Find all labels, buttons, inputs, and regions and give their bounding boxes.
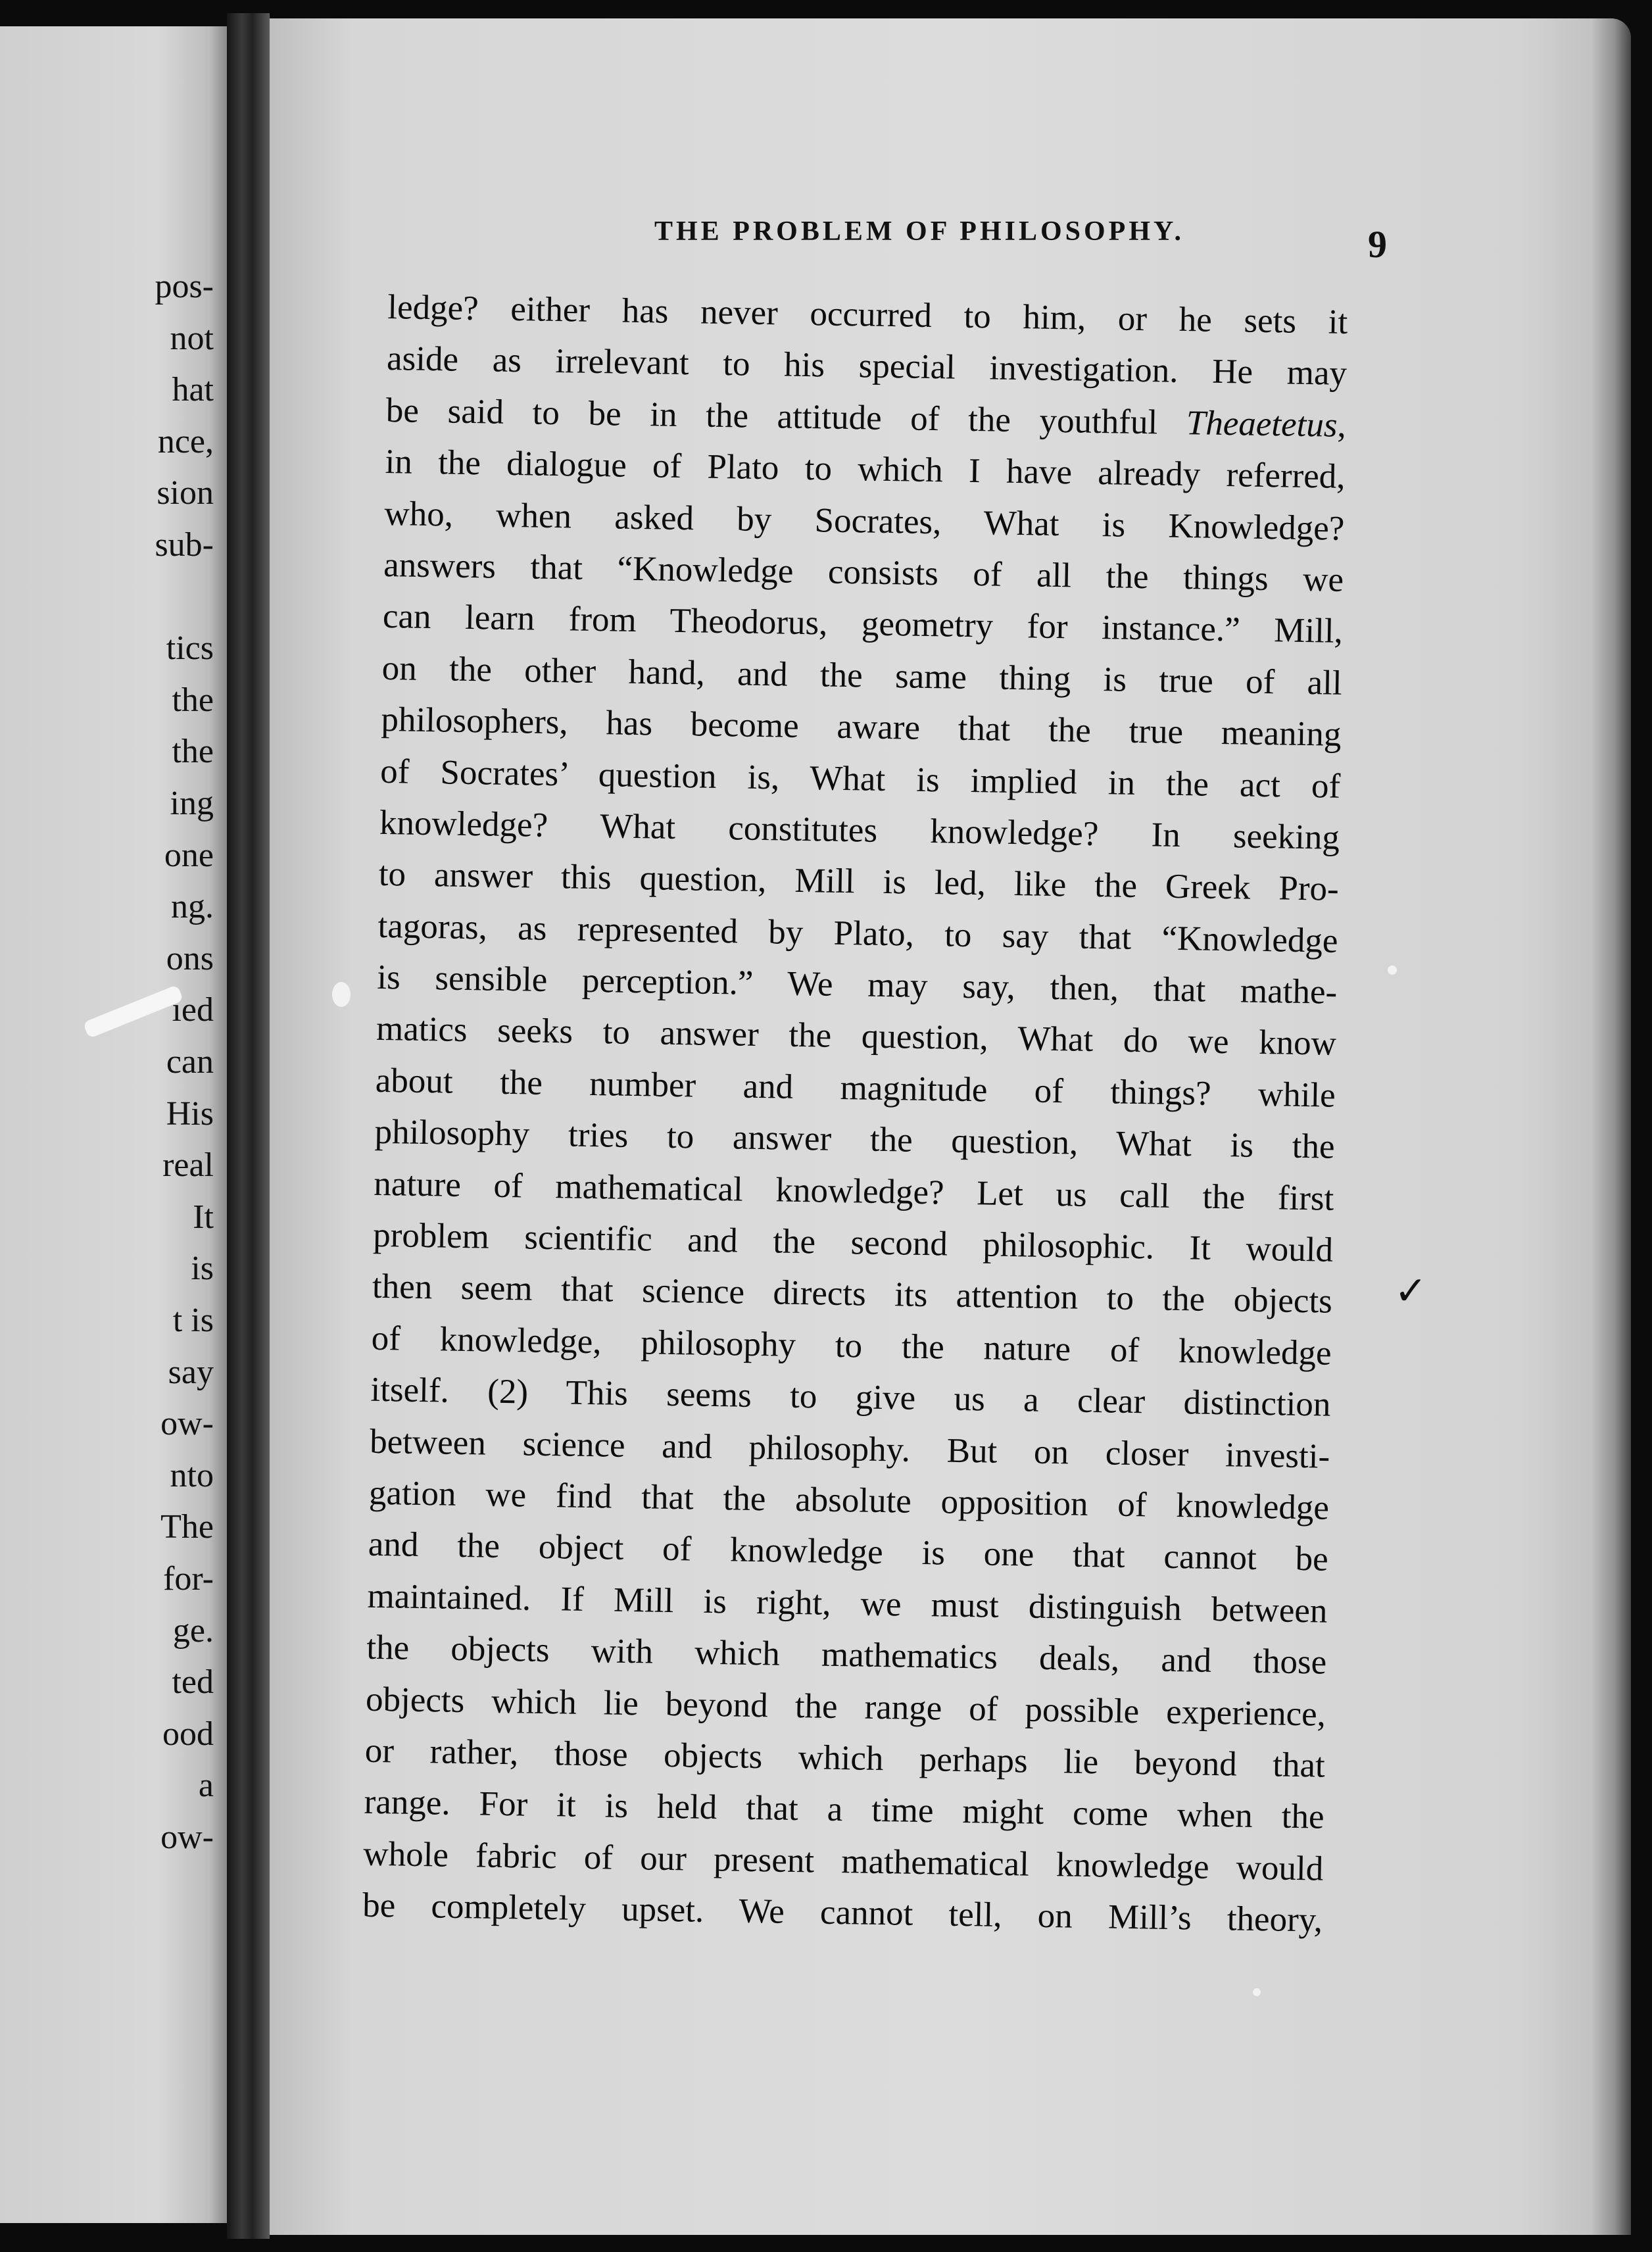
paper-speck [332, 982, 351, 1007]
left-page-fragment: ied [172, 991, 214, 1029]
page-edge-shadow [1591, 18, 1631, 2235]
left-page-fragment: nce, [157, 422, 214, 460]
text-line: itself. (2) This seems to give us a clear distinction [370, 1370, 1331, 1424]
text-line: be completely upset. We cannot tell, on Mill’s theory, [362, 1886, 1323, 1940]
left-page-fragment: ood [162, 1715, 214, 1753]
left-page-fragment: ng. [171, 888, 214, 926]
left-page-fragment: sion [157, 474, 214, 512]
text-line: ledge? either has never occurred to him, or he sets it [387, 287, 1348, 341]
text-line: range. For it is held that a time might come when the [364, 1783, 1324, 1836]
left-page-fragment: one [164, 836, 214, 874]
left-page-fragment: real [162, 1146, 214, 1185]
text-line: aside as irrelevant to his special investigation. He may [386, 339, 1348, 393]
main-page [270, 18, 1631, 2235]
left-page-fragment: ow- [160, 1405, 214, 1443]
text-line: whole fabric of our present mathematical knowledge would [362, 1834, 1324, 1888]
text-line: tagoras, as represented by Plato, to say that “Knowledge [377, 906, 1338, 960]
left-page-fragment: ted [172, 1663, 214, 1701]
text-line: the objects with which mathematics deals, and those [366, 1628, 1327, 1682]
text-line: or rather, those objects which perhaps lie beyond that [364, 1731, 1326, 1785]
text-line: of Socrates’ question is, What is implied in the act of [379, 752, 1341, 806]
text-line: about the number and magnitude of things? while [375, 1061, 1336, 1115]
text-line: is sensible perception.” We may say, then, that mathe- [376, 958, 1338, 1012]
left-page-fragment: the [172, 681, 214, 719]
text-line: and the object of knowledge is one that cannot be [368, 1525, 1329, 1579]
text-line: problem scientific and the second philosophic. It would [372, 1215, 1334, 1269]
left-page-fragment: t is [172, 1302, 214, 1339]
left-page-fragment: The [160, 1508, 214, 1546]
left-page-fragment: pos- [155, 268, 214, 305]
left-page-fragment: ing [170, 785, 214, 822]
paper-speck [1253, 1988, 1261, 1996]
text-line: maintained. If Mill is right, we must distinguish between [367, 1577, 1328, 1630]
left-page-fragment: ons [166, 939, 214, 977]
left-page-fragment: hat [172, 371, 214, 409]
text-line: between science and philosophy. But on closer investi- [369, 1422, 1330, 1476]
left-page-fragment: is [191, 1250, 214, 1288]
text-line: gation we find that the absolute opposition of knowledge [368, 1473, 1330, 1527]
text-line: answers that “Knowledge consists of all the things we [383, 545, 1344, 599]
text-line: of knowledge, philosophy to the nature of knowledge [371, 1319, 1332, 1373]
left-page-fragment: ow- [160, 1819, 214, 1856]
text-line: in the dialogue of Plato to which I have already referred, [385, 443, 1346, 497]
text-line: objects which lie beyond the range of possible experience, [365, 1680, 1326, 1734]
text-line: can learn from Theodorus, geometry for instance.” Mill, [382, 597, 1344, 651]
book-gutter [227, 13, 270, 2239]
text-line: be said to be in the attitude of the youthful Theaetetus, [385, 391, 1347, 445]
left-page-fragment: the [172, 733, 214, 771]
text-line: then seem that science directs its attention to the objects [372, 1267, 1333, 1321]
text-line: knowledge? What constitutes knowledge? In seeking [379, 803, 1340, 857]
text-line: nature of mathematical knowledge? Let us call the first [373, 1164, 1334, 1218]
margin-check-mark: ✓ [1394, 1269, 1428, 1313]
italic-name: Theaetetus [1186, 403, 1338, 445]
left-page-fragment: It [193, 1198, 214, 1236]
text-line: philosophy tries to answer the question, What is the [374, 1113, 1335, 1167]
left-page-fragment: sub- [155, 526, 214, 564]
left-page-fragment: His [166, 1094, 214, 1133]
text-line: who, when asked by Socrates, What is Knowledge? [384, 494, 1345, 548]
left-page-fragment: can [166, 1043, 214, 1081]
body-text [362, 282, 1348, 1946]
left-page-fragment: for- [163, 1560, 214, 1598]
left-facing-page [0, 26, 227, 2223]
left-page-fragment: nto [170, 1456, 214, 1494]
running-head: THE PROBLEM OF PHILOSOPHY. [654, 216, 1184, 247]
left-page-fragment: say [168, 1353, 214, 1391]
left-page-fragment: ge. [172, 1611, 214, 1650]
text-line: on the other hand, and the same thing is true of all [381, 649, 1343, 702]
text-line: philosophers, has become aware that the true meaning [381, 700, 1342, 754]
left-page-fragment: tics [166, 629, 214, 668]
left-page-fragment: not [170, 319, 214, 357]
text-line: matics seeks to answer the question, What do we know [376, 1010, 1337, 1064]
text-line: to answer this question, Mill is led, like the Greek Pro- [378, 855, 1340, 909]
page-number: 9 [1368, 223, 1387, 266]
left-page-fragment: a [198, 1767, 214, 1805]
paper-speck [1388, 966, 1397, 975]
